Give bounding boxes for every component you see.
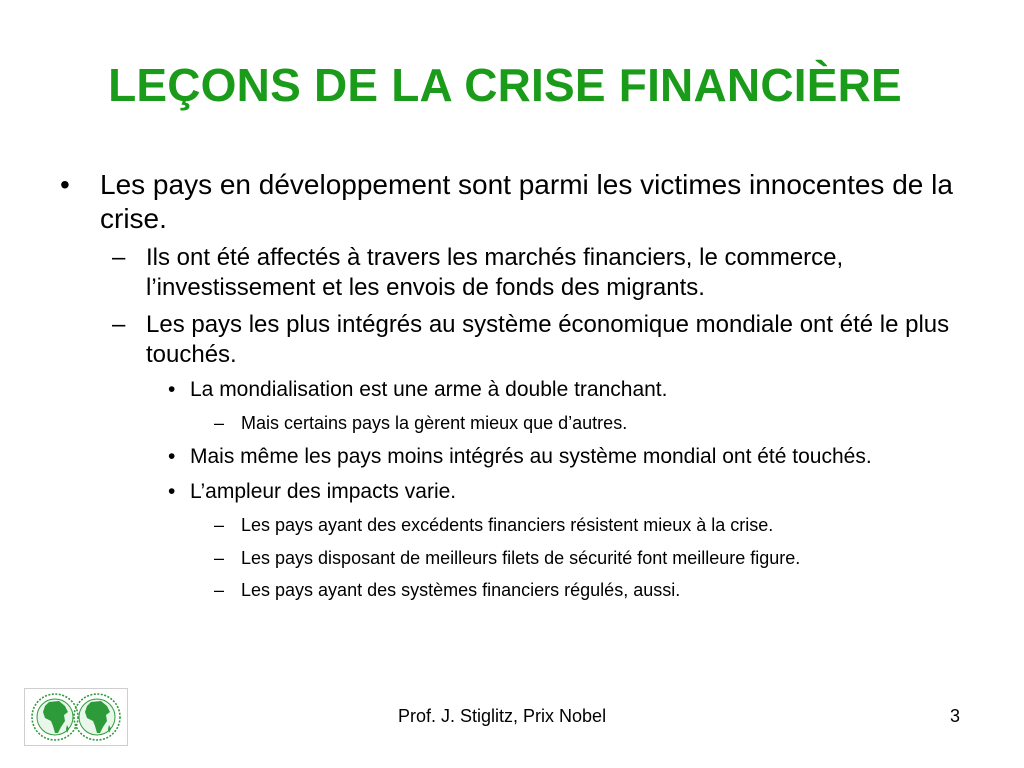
bullet-marker: • xyxy=(168,445,176,469)
bullet-marker: • xyxy=(168,378,176,402)
bullet-marker: – xyxy=(112,311,126,339)
bullet-text: Les pays en développement sont parmi les victimes innocentes de la crise. xyxy=(100,169,953,234)
bullet-item xyxy=(60,377,980,404)
bullet-text: Mais même les pays moins intégrés au système mondial ont été touchés. xyxy=(190,445,872,469)
africa-globe-logo-icon xyxy=(24,688,128,746)
bullet-item xyxy=(60,579,980,602)
bullet-text: Les pays les plus intégrés au système économique mondiale ont été le plus touchés. xyxy=(146,311,950,369)
bullet-marker: • xyxy=(168,480,176,504)
bullet-text: Les pays disposant de meilleurs filets de sécurité font meilleure figure. xyxy=(241,547,801,568)
bullet-item xyxy=(60,514,980,537)
bullet-item xyxy=(60,412,980,435)
bullet-marker: – xyxy=(214,547,225,568)
slide-title: LEÇONS DE LA CRISE FINANCIÈRE xyxy=(108,59,902,111)
footer-text: Prof. J. Stiglitz, Prix Nobel xyxy=(398,706,607,726)
bullet-item xyxy=(60,444,980,471)
bullet-text: Ils ont été affectés à travers les marchés financiers, le commerce, l’investissement et les envois de fonds des migrants. xyxy=(146,244,844,302)
bullet-list xyxy=(60,168,980,611)
bullet-item xyxy=(60,243,980,303)
bullet-text: Les pays ayant des systèmes financiers régulés, aussi. xyxy=(241,579,681,600)
bullet-text: Les pays ayant des excédents financiers résistent mieux à la crise. xyxy=(241,515,774,536)
bullet-marker: – xyxy=(214,413,225,434)
bullet-item xyxy=(60,547,980,570)
bullet-text: La mondialisation est une arme à double tranchant. xyxy=(190,378,668,402)
bullet-item xyxy=(60,479,980,506)
bullet-marker: – xyxy=(214,579,225,600)
page-number: 3 xyxy=(950,706,961,726)
bullet-marker: – xyxy=(112,244,126,272)
bullet-item xyxy=(60,168,980,235)
bullet-text: Mais certains pays la gèrent mieux que d’autres. xyxy=(241,413,628,434)
bullet-text: L’ampleur des impacts varie. xyxy=(190,480,457,504)
bullet-marker: • xyxy=(60,169,70,200)
bullet-item xyxy=(60,310,980,370)
bullet-marker: – xyxy=(214,515,225,536)
